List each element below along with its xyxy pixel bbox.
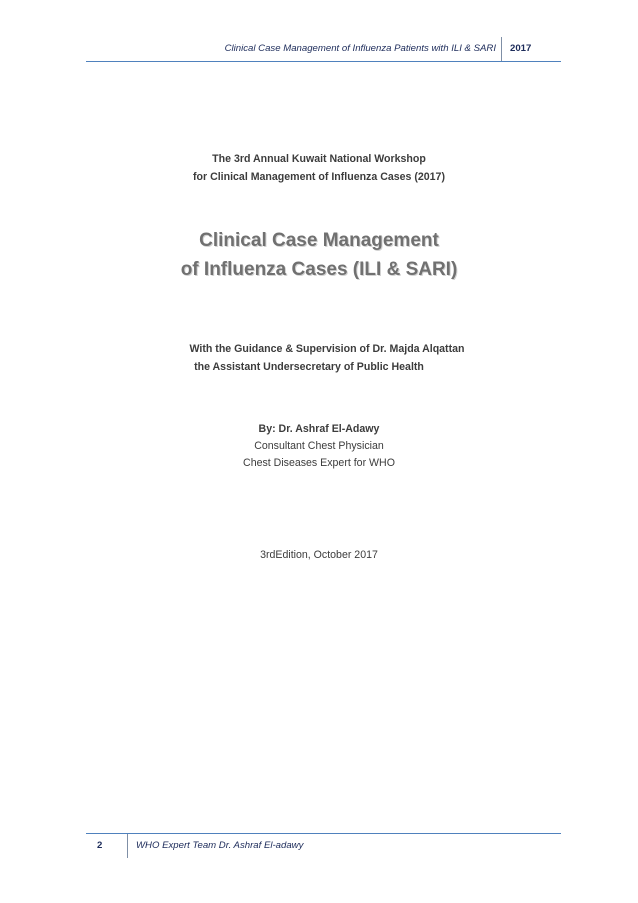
- author-role-2: Chest Diseases Expert for WHO: [243, 457, 395, 469]
- guidance-line-1: With the Guidance & Supervision of Dr. Majda Alqattan: [189, 343, 465, 355]
- author-role-1: Consultant Chest Physician: [254, 440, 384, 452]
- title-line-1: Clinical Case Management: [199, 230, 439, 251]
- edition-info: 3rdEdition, October 2017: [260, 549, 378, 561]
- footer-divider: [127, 834, 128, 858]
- workshop-line-1: The 3rd Annual Kuwait National Workshop: [212, 153, 426, 165]
- header-rule: [86, 61, 561, 62]
- header-divider: [501, 37, 502, 61]
- document-title: [0, 226, 638, 284]
- header-year: 2017: [510, 43, 532, 54]
- page-header: [0, 37, 638, 61]
- author-block: [0, 421, 638, 472]
- title-line-2: of Influenza Cases (ILI & SARI): [180, 259, 458, 280]
- author-name: By: Dr. Ashraf El-Adawy: [258, 423, 380, 435]
- page-footer: [0, 834, 638, 858]
- workshop-line-2: for Clinical Management of Influenza Cases (2017): [193, 171, 445, 183]
- header-title: Clinical Case Management of Influenza Patients with ILI & SARI: [224, 43, 496, 54]
- guidance-statement: [0, 340, 638, 376]
- guidance-line-2: the Assistant Undersecretary of Public Health: [194, 361, 424, 373]
- footer-text: WHO Expert Team Dr. Ashraf El-adawy: [136, 840, 304, 851]
- page-number: 2: [97, 840, 103, 851]
- workshop-heading: [0, 150, 638, 186]
